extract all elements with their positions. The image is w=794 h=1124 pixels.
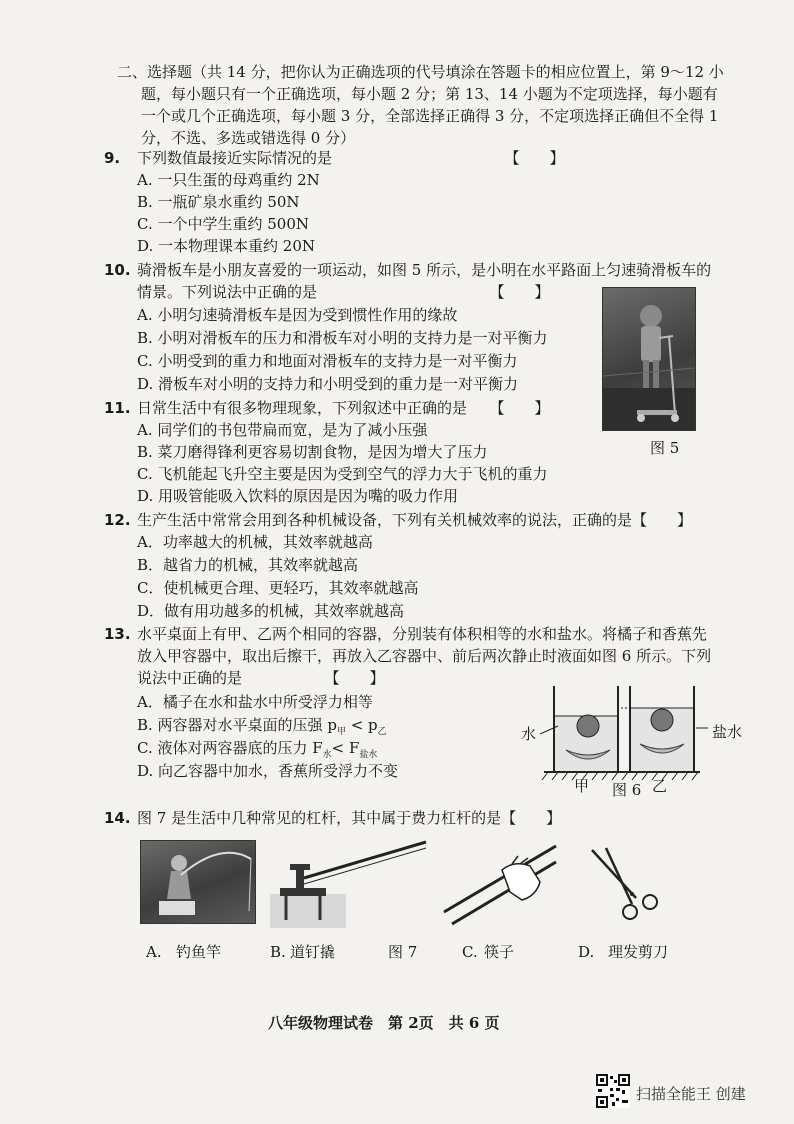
section-line-1: 二、选择题（共 14 分，把你认为正确选项的代号填涂在答题卡的相应位置上，第 9～12 小 xyxy=(117,63,724,81)
page-footer: 八年级物理试卷 第 2页 共 6 页 xyxy=(268,1014,500,1032)
option-b: B．越省力的机械，其效率就越高 xyxy=(137,556,359,574)
option-a: A. 同学们的书包带扁而宽，是为了减小压强 xyxy=(137,421,428,439)
subscript: 乙 xyxy=(377,727,387,737)
scanner-watermark: 扫描全能王 创建 xyxy=(636,1085,746,1103)
fig7-option-a-letter: A. xyxy=(146,943,162,961)
figure-5-photo xyxy=(602,287,696,431)
option-d: D. 用吸管能吸入饮料的原因是因为嘴的吸力作用 xyxy=(137,487,459,505)
hair-scissors-icon xyxy=(588,846,668,922)
question-number: 9. xyxy=(104,149,121,167)
relation: < p xyxy=(345,716,378,734)
option-a: A. 小明匀速骑滑板车是因为受到惯性作用的缘故 xyxy=(137,306,458,324)
fig7-option-d-letter: D. xyxy=(578,943,595,961)
relation: < F xyxy=(331,739,360,757)
option-a: A．橘子在水和盐水中所受浮力相等 xyxy=(137,693,373,711)
question-stem: 下列数值最接近实际情况的是 【 】 xyxy=(137,149,565,167)
question-stem: 说法中正确的是 【 】 xyxy=(137,669,385,687)
option-b: B. 一瓶矿泉水重约 50N xyxy=(137,193,300,211)
label-water: 水 xyxy=(521,725,537,743)
label-salt-water: 盐水 xyxy=(712,723,743,741)
question-number: 10. xyxy=(104,261,131,279)
question-stem: 图 7 是生活中几种常见的杠杆，其中属于费力杠杆的是【 】 xyxy=(137,809,562,827)
chopsticks-icon xyxy=(440,842,560,926)
question-stem: 生产生活中常常会用到各种机械设备，下列有关机械效率的说法，正确的是【 】 xyxy=(137,511,693,529)
fishing-rod-icon xyxy=(141,841,255,923)
question-stem: 情景。下列说法中正确的是 【 】 xyxy=(137,283,550,301)
option-a: A. 一只生蛋的母鸡重约 2N xyxy=(137,171,320,189)
option-d: D. 一本物理课本重约 20N xyxy=(137,237,316,255)
figure-7-caption: 图 7 xyxy=(388,943,418,961)
option-d: D. 向乙容器中加水，香蕉所受浮力不变 xyxy=(137,762,399,780)
scooter-child-icon xyxy=(603,288,695,430)
option-b: B. 菜刀磨得锋利更容易切割食物，是因为增大了压力 xyxy=(137,443,488,461)
question-number: 13. xyxy=(104,625,131,643)
option-d: D．做有用功越多的机械，其效率就越高 xyxy=(137,602,405,620)
figure-5-caption: 图 5 xyxy=(650,439,680,457)
question-stem: 骑滑板车是小朋友喜爱的一项运动，如图 5 所示，是小明在水平路面上匀速骑滑板车的 xyxy=(137,261,712,279)
option-c: C. 飞机能起飞升空主要是因为受到空气的浮力大于飞机的重力 xyxy=(137,465,548,483)
fig7-option-c-letter: C. xyxy=(462,943,478,961)
question-stem: 日常生活中有很多物理现象，下列叙述中正确的是 【 】 xyxy=(137,399,550,417)
fig7-option-d-name: 理发剪刀 xyxy=(608,943,669,961)
question-stem: 放入甲容器中，取出后擦干，再放入乙容器中、前后两次静止时液面如图 6 所示。下列 xyxy=(137,647,712,665)
fig7-option-c-name: 筷子 xyxy=(484,943,515,961)
subscript: 甲 xyxy=(336,727,346,737)
fig7-option-b-name: 道钉撬 xyxy=(290,943,336,961)
nail-puller-icon xyxy=(270,838,430,928)
question-stem: 水平桌面上有甲、乙两个相同的容器，分别装有体积相等的水和盐水。将橘子和香蕉先 xyxy=(137,625,708,643)
option-d: D. 滑板车对小明的支持力和小明受到的重力是一对平衡力 xyxy=(137,375,519,393)
section-line-4: 分，不选、多选或错选得 0 分） xyxy=(141,129,356,147)
option-c: C．使机械更合理、更轻巧，其效率就越高 xyxy=(137,579,419,597)
option-a: A．功率越大的机械，其效率就越高 xyxy=(137,533,373,551)
fishing-rod-photo xyxy=(140,840,256,924)
option-b: B. 小明对滑板车的压力和滑板车对小明的支持力是一对平衡力 xyxy=(137,329,548,347)
option-c: C. 一个中学生重约 500N xyxy=(137,215,310,233)
subscript: 盐水 xyxy=(359,750,378,760)
qr-code-icon xyxy=(596,1074,630,1108)
question-number: 11. xyxy=(104,399,131,417)
option-b-text: B. 两容器对水平桌面的压强 p xyxy=(137,716,337,734)
label-jia: 甲 xyxy=(574,777,590,795)
subscript: 水 xyxy=(322,750,332,760)
section-line-3: 一个或几个正确选项，每小题 3 分，全部选择正确得 3 分，不定项选择正确但不全得 1 xyxy=(141,107,719,125)
question-number: 14. xyxy=(104,809,131,827)
fig7-option-a-name: 钓鱼竿 xyxy=(176,943,222,961)
option-c: C. 小明受到的重力和地面对滑板车的支持力是一对平衡力 xyxy=(137,352,518,370)
label-yi: 乙 xyxy=(652,777,668,795)
fig7-option-b-letter: B. xyxy=(270,943,286,961)
option-c-text: C. 液体对两容器底的压力 F xyxy=(137,739,323,757)
question-number: 12. xyxy=(104,511,131,529)
figure-6-caption: 图 6 xyxy=(612,781,642,799)
section-line-2: 题，每小题只有一个正确选项，每小题 2 分；第 13、14 小题为不定项选择，每小题有 xyxy=(141,85,718,103)
